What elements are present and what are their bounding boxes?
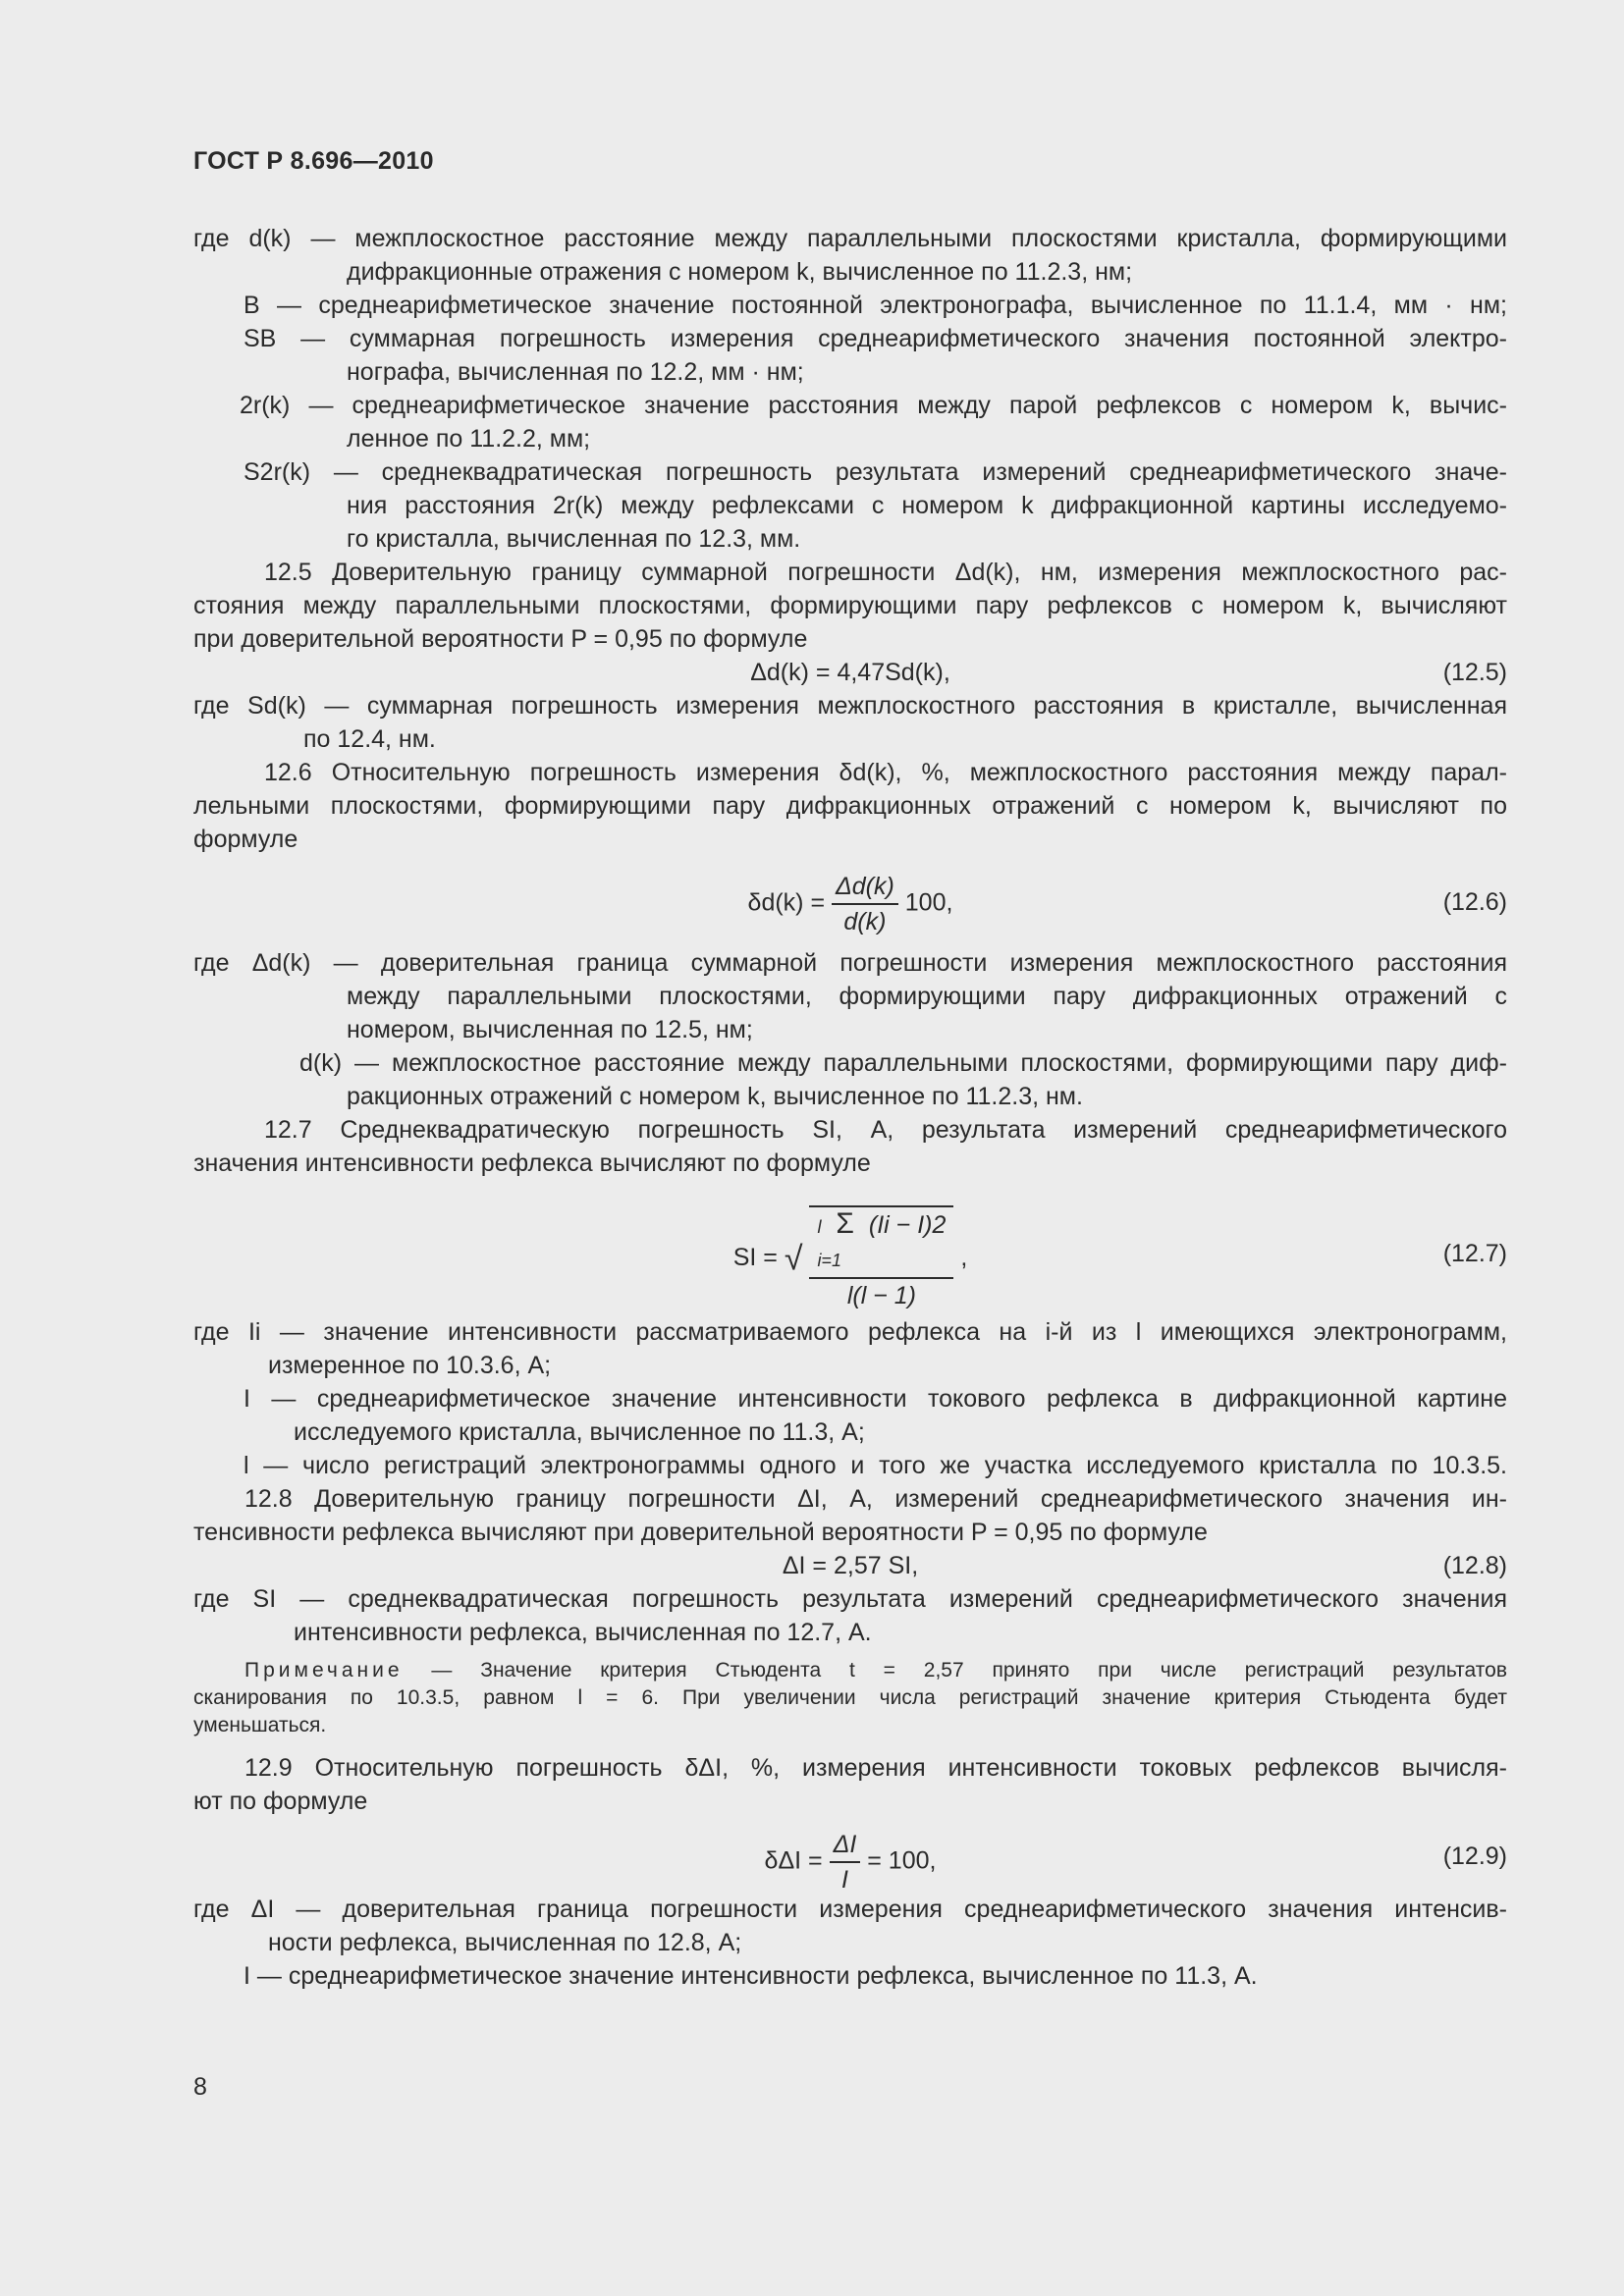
fraction-numerator: ΔI (830, 1828, 861, 1863)
text-line: где d(k) — межплоскостное расстояние между параллельными плоскостями кристалла, формирующими (193, 225, 1507, 252)
formula-12-7 (193, 1180, 1507, 1315)
note-block (193, 1657, 1507, 1739)
paragraph-line: ют по формуле (193, 1788, 368, 1815)
paragraph-line: лельными плоскостями, формирующими пару дифракционных отражений с номером k, вычисляют по (193, 792, 1507, 820)
text-line: где Sd(k) — суммарная погрешность измерения межплоскостного расстояния в кристалле, вычисленная (193, 692, 1507, 720)
text-line: B — среднеарифметическое значение постоянной электронографа, вычисленное по 11.1.4, мм · нм; (244, 292, 1507, 319)
text-line: l — число регистраций электронограммы одного и того же участка исследуемого кристалла по 10.3.5. (244, 1452, 1507, 1479)
page-content (193, 222, 1507, 1993)
text-line: где Ii — значение интенсивности рассматриваемого рефлекса на i-й из l имеющихся электронограмм, (193, 1318, 1507, 1346)
text-line: по 12.4, нм. (303, 725, 436, 753)
text-line: I — среднеарифметическое значение интенсивности рефлекса, вычисленное по 11.3, А. (244, 1962, 1258, 1990)
text-line: нографа, вычисленная по 12.2, мм · нм; (347, 358, 804, 386)
formula-12-6 (193, 856, 1507, 946)
fraction-numerator: Δd(k) (832, 870, 898, 905)
formula-12-5 (193, 656, 1507, 689)
fraction-denominator: l(l − 1) (846, 1282, 916, 1309)
fraction-numerator (809, 1207, 953, 1279)
page-number: 8 (193, 2073, 207, 2101)
paragraph-line: тенсивности рефлекса вычисляют при доверительной вероятности P = 0,95 по формуле (193, 1519, 1208, 1546)
note-text: — Значение критерия Стьюдента t = 2,57 принято при числе регистраций результатов (431, 1659, 1507, 1682)
formula-lhs: δd(k) = (747, 888, 826, 917)
text-line: номером, вычисленная по 12.5, нм; (347, 1016, 753, 1043)
formula-expression (193, 1828, 1507, 1896)
formula-number: (12.5) (1442, 659, 1507, 686)
formula-expression (193, 1205, 1507, 1312)
fraction (830, 1828, 861, 1896)
sqrt-icon: √ (784, 1240, 803, 1278)
text-line: I — среднеарифметическое значение интенсивности токового рефлекса в дифракционной картине (244, 1385, 1507, 1413)
paragraph-line: стояния между параллельными плоскостями, формирующими пару рефлексов с номером k, вычисляют (193, 592, 1507, 619)
text-line: S2r(k) — среднеквадратическая погрешность результата измерений среднеарифметического значе- (244, 458, 1507, 486)
paragraph-line: при доверительной вероятности P = 0,95 по формуле (193, 625, 808, 653)
text-line: исследуемого кристалла, вычисленное по 11.3, А; (294, 1418, 865, 1446)
text-line: SB — суммарная погрешность измерения среднеарифметического значения постоянной электро- (244, 325, 1507, 352)
paragraph-line: 12.6 Относительную погрешность измерения δd(k), %, межплоскостного расстояния между парал- (264, 759, 1507, 786)
formula-number: (12.9) (1442, 1842, 1507, 1870)
text-line: дифракционные отражения с номером k, вычисленное по 11.2.3, нм; (347, 258, 1133, 286)
fraction-denominator: d(k) (843, 908, 887, 935)
note-label: Примечание (244, 1659, 404, 1682)
text-line: где Δd(k) — доверительная граница суммарной погрешности измерения межплоскостного расстояния (193, 949, 1507, 977)
note-line: уменьшаться. (193, 1714, 327, 1736)
sum-lower: i=1 (817, 1251, 841, 1270)
text-line: d(k) — межплоскостное расстояние между параллельными плоскостями, формирующими пару диф- (299, 1049, 1507, 1077)
formula-number: (12.6) (1442, 888, 1507, 916)
formula-expression: ΔI = 2,57 SI, (782, 1552, 919, 1579)
text-line: между параллельными плоскостями, формирующими пару дифракционных отражений с (347, 983, 1507, 1010)
paragraph-line: 12.7 Среднеквадратическую погрешность SI, А, результата измерений среднеарифметического (264, 1116, 1507, 1144)
fraction-denominator: I (840, 1866, 848, 1894)
formula-12-8 (193, 1549, 1507, 1582)
formula-number: (12.7) (1442, 1240, 1507, 1267)
fraction (809, 1205, 953, 1312)
text-line: измеренное по 10.3.6, А; (268, 1352, 552, 1379)
text-line: ности рефлекса, вычисленная по 12.8, А; (268, 1929, 742, 1956)
text-line: ния расстояния 2r(k) между рефлексами с номером k дифракционной картины исследуемо- (347, 492, 1507, 519)
paragraph-line: 12.5 Доверительную границу суммарной погрешности Δd(k), нм, измерения межплоскостного рас- (264, 559, 1507, 586)
formula-rhs: 100, (904, 888, 953, 917)
note-line (193, 1657, 1507, 1684)
sum-icon: Σ (836, 1207, 854, 1240)
page-header: ГОСТ Р 8.696—2010 (193, 147, 434, 175)
formula-expression (193, 870, 1507, 938)
fraction (832, 870, 898, 938)
note-line: сканирования по 10.3.5, равном l = 6. При увеличении числа регистраций значение критерия Стьюдента будет (193, 1686, 1507, 1709)
text-line: где ΔI — доверительная граница погрешности измерения среднеарифметического значения интенсив- (193, 1896, 1507, 1923)
formula-lhs: SI = (732, 1244, 778, 1272)
text-line: го кристалла, вычисленная по 12.3, мм. (347, 525, 801, 553)
formula-number: (12.8) (1442, 1552, 1507, 1579)
text-line: интенсивности рефлекса, вычисленная по 12.7, А. (294, 1619, 872, 1646)
formula-12-9 (193, 1818, 1507, 1893)
text-line: 2r(k) — среднеарифметическое значение расстояния между парой рефлексов с номером k, вычис- (240, 392, 1507, 419)
paragraph-line: 12.9 Относительную погрешность δΔI, %, измерения интенсивности токовых рефлексов вычисля- (244, 1754, 1507, 1782)
text-line: где SI — среднеквадратическая погрешность результата измерений среднеарифметического значения (193, 1585, 1507, 1613)
sum-expression: (Ii − I)2 (868, 1211, 947, 1239)
paragraph-line: 12.8 Доверительную границу погрешности ΔI, А, измерений среднеарифметического значения ин- (244, 1485, 1507, 1513)
formula-tail: , (960, 1244, 968, 1272)
text-line: ленное по 11.2.2, мм; (347, 425, 591, 453)
paragraph-line: значения интенсивности рефлекса вычисляют по формуле (193, 1149, 871, 1177)
sum-upper: l (817, 1217, 822, 1237)
formula-expression: Δd(k) = 4,47Sd(k), (750, 659, 950, 686)
formula-lhs: δΔI = (764, 1846, 823, 1875)
formula-rhs: = 100, (867, 1846, 937, 1875)
text-line: ракционных отражений с номером k, вычисленное по 11.2.3, нм. (347, 1083, 1083, 1110)
paragraph-line: формуле (193, 826, 298, 853)
